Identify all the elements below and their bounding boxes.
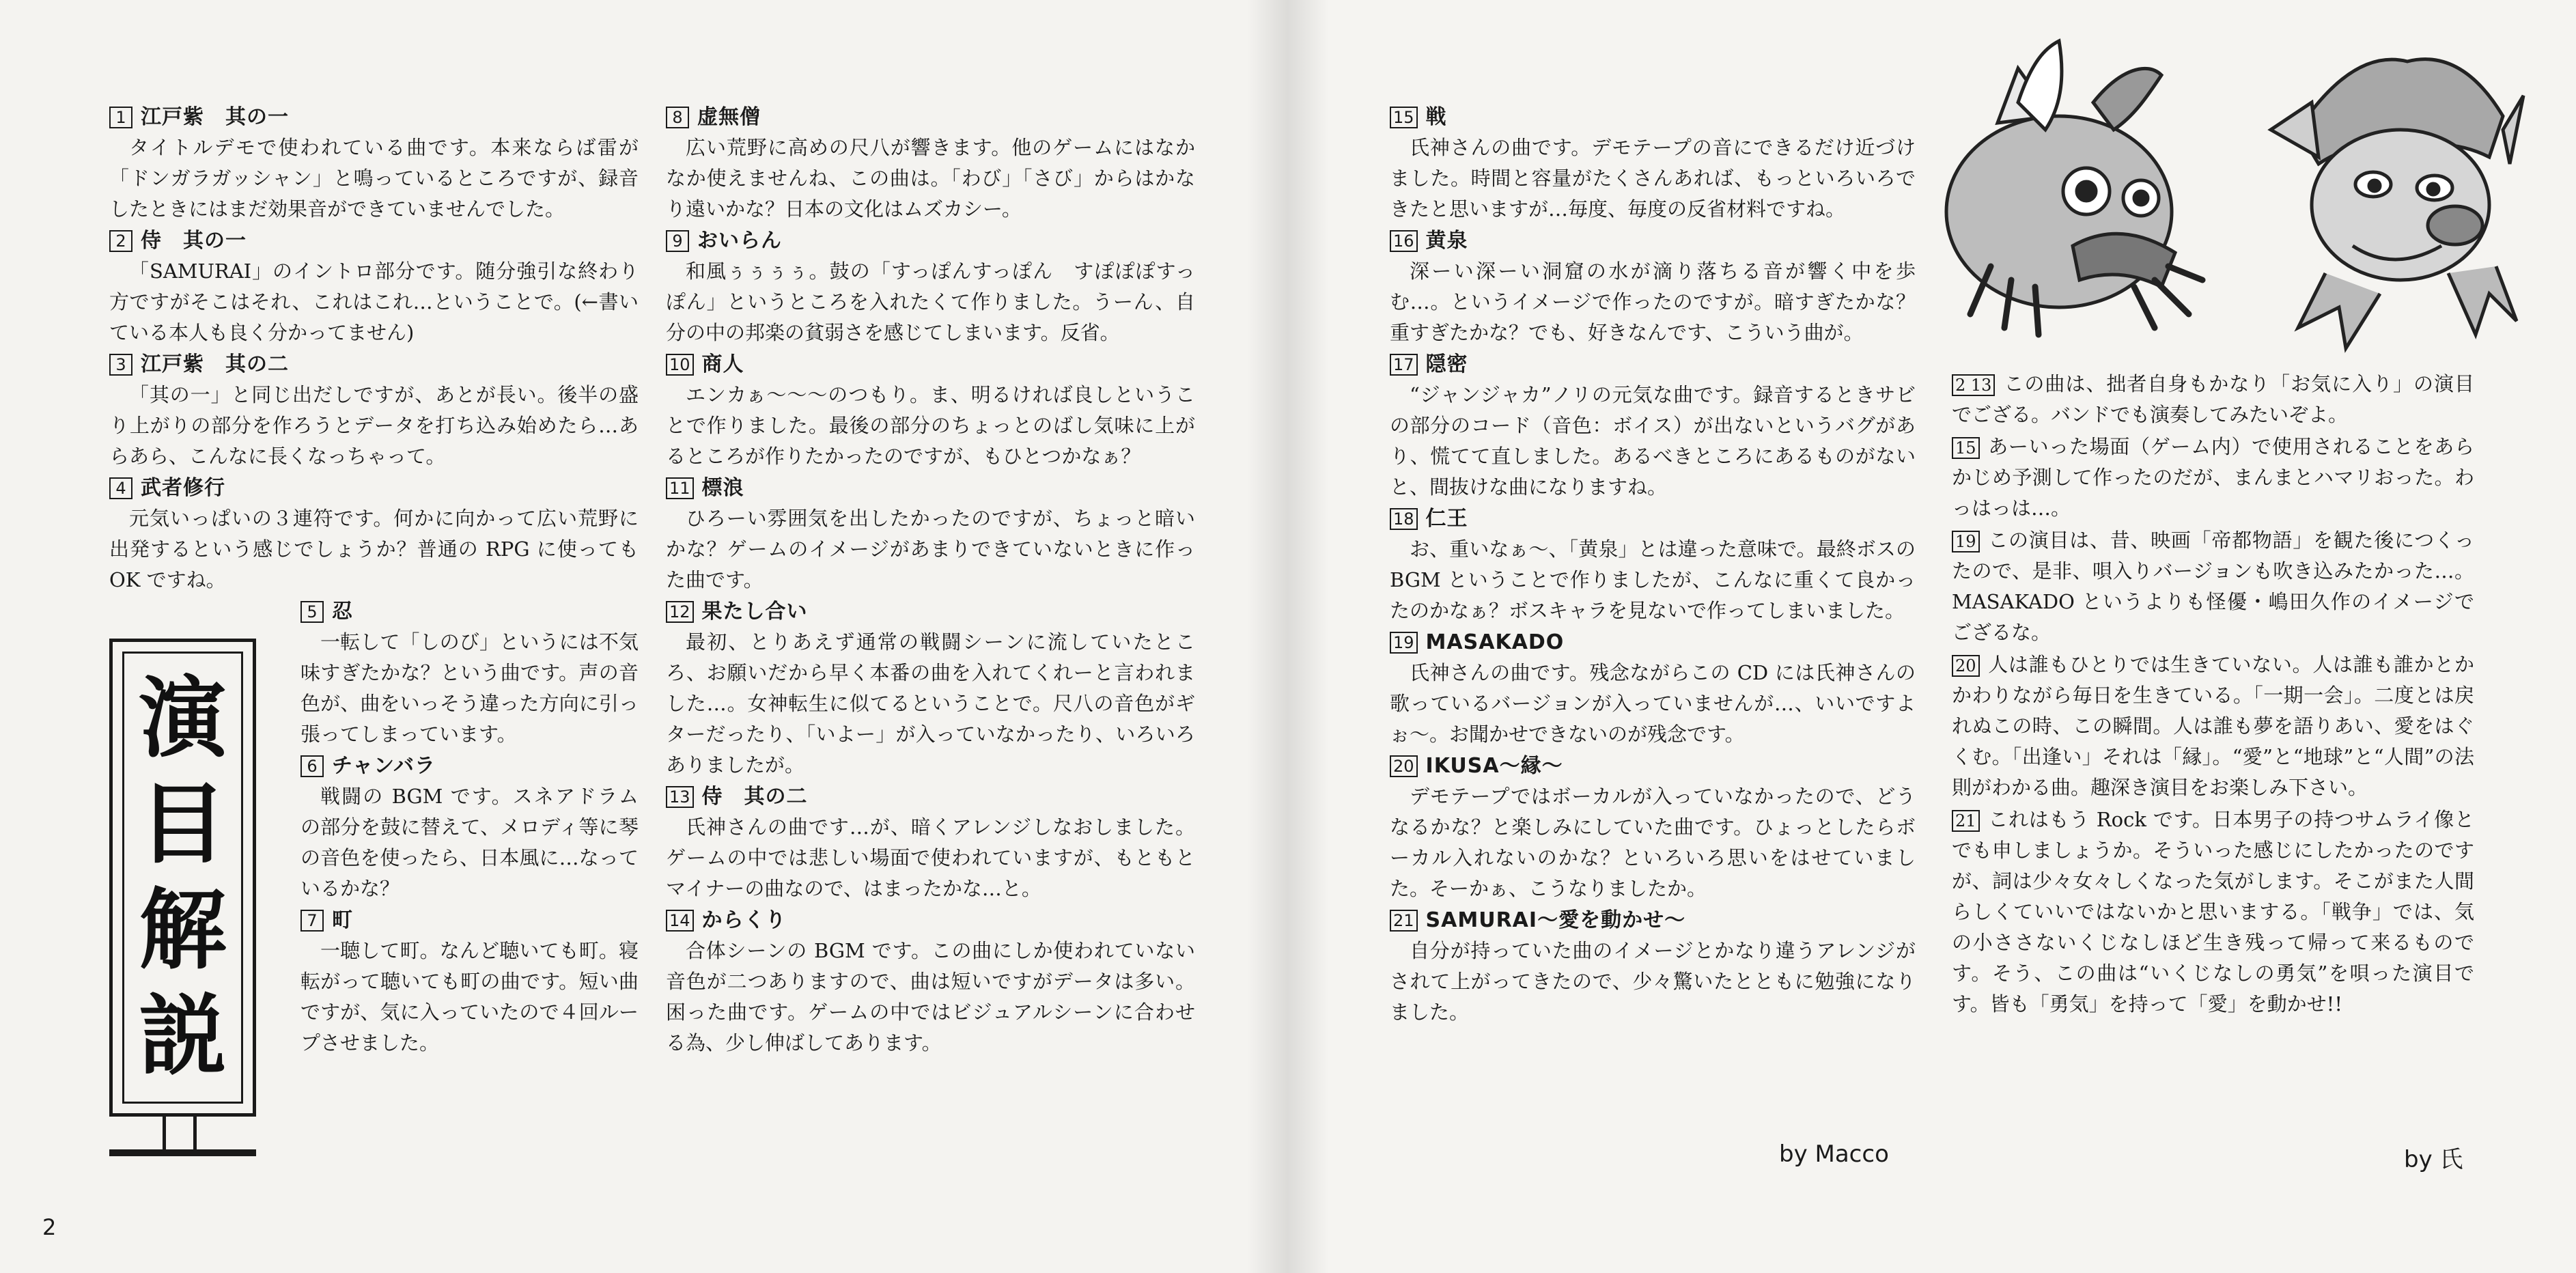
comment-entry bbox=[1952, 649, 2474, 803]
track-number-box: 15 bbox=[1952, 437, 1980, 459]
track-title: SAMURAI〜愛を動かせ〜 bbox=[1425, 908, 1686, 932]
track-title: からくり bbox=[701, 908, 787, 932]
title-box-outer-frame bbox=[109, 639, 256, 1117]
track-description: 氏神さんの曲です。デモテープの音にできるだけ近づけました。時間と容量がたくさんあれば、もっといろいろできたと思いますが…毎度、毎度の反省材料ですね。 bbox=[1390, 136, 1916, 221]
track-entry-7 bbox=[300, 906, 639, 1059]
track-entry-8 bbox=[666, 102, 1195, 225]
track-description: ひろーい雰囲気を出したかったのですが、ちょっと暗いかな？ゲームのイメージがあまりできていないときに作った曲です。 bbox=[666, 507, 1195, 591]
signature-macco: by Macco bbox=[1779, 1141, 1889, 1168]
track-description: お、重いなぁ〜、「黄泉」とは違った意味で。最終ボスの BGM ということで作りましたが、こんなに重くて良かったのかなぁ？ボスキャラを見ないで作ってしまいました。 bbox=[1390, 537, 1916, 622]
track-number-box: 4 bbox=[109, 477, 132, 499]
page-number: 2 bbox=[42, 1214, 57, 1240]
title-char: 演 bbox=[139, 667, 227, 770]
track-title: チャンバラ bbox=[332, 754, 436, 778]
track-title: MASAKADO bbox=[1425, 630, 1565, 654]
track-entry-19 bbox=[1390, 628, 1916, 750]
title-box-inner-frame bbox=[122, 652, 243, 1104]
title-char: 目 bbox=[139, 773, 227, 876]
track-number-box: 12 bbox=[666, 601, 694, 623]
track-number-box: 6 bbox=[300, 755, 324, 777]
track-entry-10 bbox=[666, 350, 1195, 472]
signature-uji: by 氏 bbox=[2404, 1146, 2463, 1173]
track-number-box: 13 bbox=[666, 786, 694, 808]
track-number-box: 21 bbox=[1952, 810, 1980, 832]
track-entry-18 bbox=[1390, 504, 1916, 626]
track-number-box: 2 13 bbox=[1952, 374, 1995, 396]
comment-entry bbox=[1952, 525, 2474, 648]
sign-post-stem bbox=[163, 1113, 197, 1151]
track-number-box: 8 bbox=[666, 107, 689, 128]
track-description: 自分が持っていた曲のイメージとかなり違うアレンジがされて上がってきたので、少々驚いたとともに勉強になりました。 bbox=[1390, 939, 1916, 1024]
track-description: 一転して「しのび」というには不気味すぎたかな？という曲です。声の音色が、曲をいっそう違った方向に引っ張ってしまっています。 bbox=[300, 630, 639, 746]
track-description: 氏神さんの曲です。残念ながらこの CD には氏神さんの歌っているバージョンが入っていませんが…、いいですよぉ〜。お聞かせできないのが残念です。 bbox=[1390, 661, 1916, 746]
comment-text: 人は誰もひとりでは生きていない。人は誰も誰かとかかわりながら毎日を生きている。「一期一会」。二度とは戻れぬこの時、この瞬間。人は誰も夢を語りあい、愛をはぐくむ。「出逢い」それは「縁」。“愛”と“地球”と“人間”の法則がわかる曲。趣深き演目をお楽しみ下さい。 bbox=[1952, 653, 2474, 799]
track-description: 深ーい深ーい洞窟の水が滴り落ちる音が響く中を歩む…。というイメージで作ったのですが。暗すぎたかな？重すぎたかな？でも、好きなんです、こういう曲が。 bbox=[1390, 260, 1916, 344]
track-number-box: 7 bbox=[300, 910, 324, 932]
gutter-shadow bbox=[1288, 0, 1329, 1273]
right-column-1 bbox=[1390, 102, 1916, 1029]
track-title: 仁王 bbox=[1425, 507, 1468, 531]
track-entry-14 bbox=[666, 906, 1195, 1059]
track-title: 侍 其の一 bbox=[141, 229, 247, 253]
track-title: IKUSA〜縁〜 bbox=[1425, 754, 1563, 778]
track-number-box: 20 bbox=[1390, 755, 1418, 777]
track-number-box: 1 bbox=[109, 107, 132, 128]
track-number-box: 19 bbox=[1390, 632, 1418, 654]
track-entry-21 bbox=[1390, 906, 1916, 1028]
track-title: 戦 bbox=[1425, 105, 1447, 129]
title-char: 説 bbox=[139, 985, 227, 1087]
track-number-box: 18 bbox=[1390, 508, 1418, 530]
comment-text: これはもう Rock です。日本男子の持つサムライ像とでも申しましょうか。そういった感じにしたかったのですが、詞は少々女々しくなった気がします。そこがまた人間らしくていいではないかと思いまする。「戦争」では、気の小ささないくじなしほど生き残って帰って来るものです。そう、この曲は“いくじなしの勇気”を唄った演目です。皆も「勇気」を持って「愛」を動かせ!! bbox=[1952, 808, 2474, 1016]
track-title: 町 bbox=[332, 908, 353, 932]
track-number-box: 19 bbox=[1952, 531, 1980, 552]
character-illustration bbox=[1916, 20, 2530, 362]
gutter-shadow bbox=[1247, 0, 1288, 1273]
boar-character-image bbox=[1946, 41, 2202, 335]
track-description: タイトルデモで使われている曲です。本来ならば雷が「ドンガラガッシャン」と鳴っているところですが、録音したときにはまだ効果音ができていませんでした。 bbox=[109, 136, 639, 221]
track-description: 合体シーンの BGM です。この曲にしか使われていない音色が二つありますので、曲は短いですがデータは多い。困った曲です。ゲームの中ではビジュアルシーンに合わせる為、少し伸ばしてあります。 bbox=[666, 939, 1195, 1054]
track-title: 虚無僧 bbox=[697, 105, 761, 129]
track-entry-9 bbox=[666, 226, 1195, 348]
track-number-box: 5 bbox=[300, 601, 324, 623]
right-column-2 bbox=[1952, 369, 2474, 1021]
track-description: 一聴して町。なんど聴いても町。寝転がって聴いても町の曲です。短い曲ですが、気に入っていたので４回ループさせました。 bbox=[300, 939, 639, 1054]
track-entry-15 bbox=[1390, 102, 1916, 225]
track-description: 元気いっぱいの３連符です。何かに向かって広い荒野に出発するという感じでしょうか？普通の RPG に使っても OK ですね。 bbox=[109, 507, 639, 591]
comment-entry bbox=[1952, 369, 2474, 430]
track-number-box: 9 bbox=[666, 230, 689, 252]
track-entry-5 bbox=[300, 597, 639, 750]
track-description: 氏神さんの曲です…が、暗くアレンジしなおしました。ゲームの中では悲しい場面で使われていますが、もともとマイナーの曲なので、はまったかな…と。 bbox=[666, 815, 1195, 900]
track-number-box: 14 bbox=[666, 910, 694, 932]
track-description: 「其の一」と同じ出だしですが、あとが長い。後半の盛り上がりの部分を作ろうとデータを打ち込み始めたら…あらあら、こんなに長くなっちゃって。 bbox=[109, 383, 639, 468]
track-number-box: 15 bbox=[1390, 107, 1418, 128]
track-entry-6 bbox=[300, 751, 639, 904]
comment-entry bbox=[1952, 432, 2474, 524]
track-title: 武者修行 bbox=[141, 476, 225, 500]
track-description: エンカぁ〜〜〜のつもり。ま、明るければ良しということで作りました。最後の部分のちょっとのばし気味に上がるところが作りたかったのですが、もひとつかなぁ？ bbox=[666, 383, 1195, 468]
track-description: デモテープではボーカルが入っていなかったので、どうなるかな？と楽しみにしていた曲です。ひょっとしたらボーカル入れないのかな？といろいろ思いをはせていました。そーかぁ、こうなりましたか。 bbox=[1390, 785, 1916, 900]
track-entry-12 bbox=[666, 597, 1195, 781]
track-entry-16 bbox=[1390, 226, 1916, 348]
track-title: おいらん bbox=[697, 229, 782, 253]
track-number-box: 11 bbox=[666, 477, 694, 499]
title-char: 解 bbox=[139, 879, 227, 981]
track-entry-20 bbox=[1390, 751, 1916, 904]
demon-character-image bbox=[2271, 59, 2523, 348]
track-number-box: 2 bbox=[109, 230, 132, 252]
sign-post-base bbox=[109, 1149, 256, 1156]
track-entry-1 bbox=[109, 102, 639, 225]
track-title: 江戸紫 其の一 bbox=[141, 105, 289, 129]
track-title: 忍 bbox=[332, 600, 353, 624]
track-entry-3 bbox=[109, 350, 639, 472]
track-description: 「SAMURAI」のイントロ部分です。随分強引な終わり方ですがそこはそれ、これはこれ…ということで。(←書いている本人も良く分かってません) bbox=[109, 260, 639, 344]
comment-entry bbox=[1952, 805, 2474, 1020]
track-title: 黄泉 bbox=[1425, 229, 1468, 253]
track-title: 果たし合い bbox=[701, 600, 808, 624]
track-entry-13 bbox=[666, 782, 1195, 904]
track-description: 広い荒野に高めの尺八が響きます。他のゲームにはなかなか使えませんね、この曲は。「わび」「さび」からはかなり遠いかな？日本の文化はムズカシー。 bbox=[666, 136, 1195, 221]
track-entry-11 bbox=[666, 473, 1195, 596]
track-description: 和風ぅぅぅぅ。鼓の「すっぽんすっぽん すぽぽぽすっぽん」というところを入れたくて作りました。うーん、自分の中の邦楽の貧弱さを感じてしまいます。反省。 bbox=[666, 260, 1195, 344]
comment-text: この曲は、拙者自身もかなり「お気に入り」の演目でござる。バンドでも演奏してみたいぞよ。 bbox=[1952, 372, 2474, 426]
comment-text: あーいった場面（ゲーム内）で使用されることをあらかじめ予測して作ったのだが、まんまとハマリおった。わっはっは…。 bbox=[1952, 435, 2474, 520]
track-title: 江戸紫 其の二 bbox=[141, 352, 289, 376]
track-description: “ジャンジャカ”ノリの元気な曲です。録音するときサビの部分のコード（音色：ボイス）が出ないというバグがあり、慌てて直しました。あるべきところにあるものがないと、間抜けな曲になりますね。 bbox=[1390, 383, 1916, 499]
track-entry-4 bbox=[109, 473, 639, 596]
track-title: 標浪 bbox=[701, 476, 744, 500]
track-number-box: 17 bbox=[1390, 354, 1418, 376]
track-title: 商人 bbox=[701, 352, 744, 376]
track-number-box: 21 bbox=[1390, 910, 1418, 932]
track-description: 最初、とりあえず通常の戦闘シーンに流していたところ、お願いだから早く本番の曲を入れてくれーと言われました…。女神転生に似てるということで。尺八の音色がギターだったり、「いよー」が入っていなかったり、いろいろありましたが。 bbox=[666, 630, 1195, 777]
track-number-box: 10 bbox=[666, 354, 694, 376]
left-column-2 bbox=[666, 102, 1195, 1060]
track-number-box: 16 bbox=[1390, 230, 1418, 252]
track-title: 隠密 bbox=[1425, 352, 1468, 376]
track-description: 戦闘の BGM です。スネアドラムの部分を鼓に替えて、メロディ等に琴の音色を使ったら、日本風に…なっているかな？ bbox=[300, 785, 639, 900]
indented-entries bbox=[300, 597, 639, 1059]
vertical-title-box bbox=[109, 639, 256, 1171]
comment-text: この演目は、昔、映画「帝都物語」を観た後につくったので、是非、唄入りバージョンも吹き込みたかった…。MASAKADO というよりも怪優・嶋田久作のイメージでござるな。 bbox=[1952, 529, 2474, 644]
track-number-box: 3 bbox=[109, 354, 132, 376]
track-number-box: 20 bbox=[1952, 655, 1980, 677]
track-entry-17 bbox=[1390, 350, 1916, 503]
track-entry-2 bbox=[109, 226, 639, 348]
track-title: 侍 其の二 bbox=[701, 785, 808, 809]
